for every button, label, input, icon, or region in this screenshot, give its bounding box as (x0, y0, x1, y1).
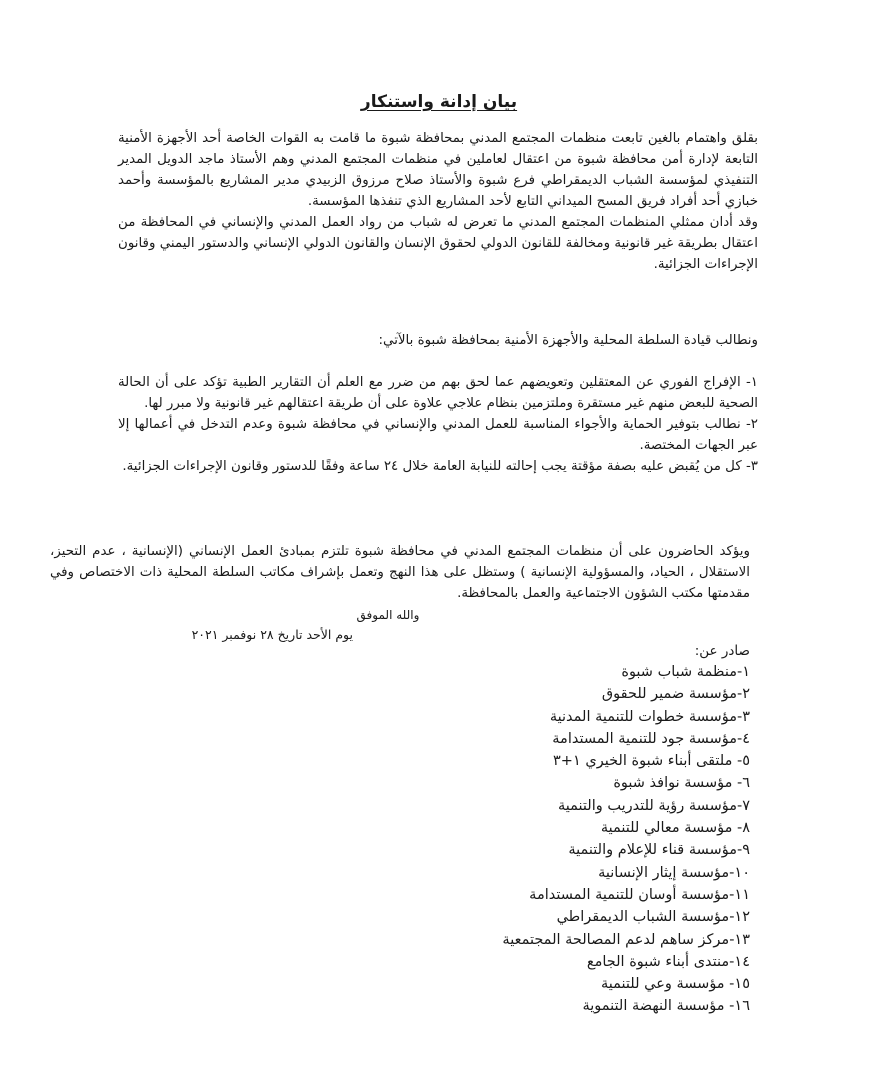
issuer-item: ١-منظمة شباب شبوة (621, 664, 750, 680)
intro-paragraph: وقد أدان ممثلي المنظمات المجتمع المدني ما تعرض له شباب من رواد العمل المدني والإنساني في المحافظة من اعتقال بطريقة غير قانونية ومخالفة للقانون الدولي لحقوق الإنسان والقانون الدولي الإنساني والدستور اليمني وقانون الإجراءات الجزائية. (118, 215, 758, 272)
issuer-item: ٢-مؤسسة ضمير للحقوق (601, 686, 750, 703)
demand-item: ٢- نطالب بتوفير الحماية والأجواء المناسبة للعمل المدني والإنساني في محافظة شبوة وعدم التدخل في أعمالها إلا عبر الجهات المختصة. (118, 417, 758, 453)
document-title-text: بيان إدانة واستنكار (360, 92, 518, 112)
signoff: والله الموفق (356, 608, 420, 622)
issuer-item: ٥- ملتقى أبناء شبوة الخيري ١+٣ (552, 753, 750, 770)
closing-paragraph: ويؤكد الحاضرون على أن منظمات المجتمع المدني في محافظة شبوة تلتزم بمبادئ العمل الإنساني (الإنسانية ، عدم التحيز، الاستقلال ، الحياد، والمسؤولية الإنسانية ) وستظل على هذا النهج وتعمل بإشراف مكاتب السلطة المحلية ذات الاختصاص وفي مقدمتها مكتب الشؤون الاجتماعية والعمل بالمحافظة. (50, 544, 750, 601)
issuer-item: ١٣-مركز ساهم لدعم المصالحة المجتمعية (502, 931, 750, 948)
issuer-item: ١٢-مؤسسة الشباب الديمقراطي (556, 909, 750, 926)
issuer-item: ١٦- مؤسسة النهضة التنموية (582, 998, 750, 1015)
issuer-item: ١١-مؤسسة أوسان للتنمية المستدامة (529, 886, 750, 903)
demand-item: ٣- كل من يُقبض عليه بصفة مؤقتة يجب إحالته للنيابة العامة خلال ٢٤ ساعة وفقًا للدستور وقانون الإجراءات الجزائية. (122, 459, 758, 474)
demands-intro-text: ونطالب قيادة السلطة المحلية والأجهزة الأمنية بمحافظة شبوة بالآتي: (378, 333, 758, 348)
intro-section (118, 128, 758, 275)
issuer-item: ٩-مؤسسة قناء للإعلام والتنمية (568, 842, 750, 859)
issuer-item: ٤-مؤسسة جود للتنمية المستدامة (552, 730, 750, 747)
intro-paragraph: بقلق واهتمام بالغين تابعت منظمات المجتمع المدني بمحافظة شبوة ما قامت به القوات الخاصة أحد الأجهزة الأمنية التابعة لإدارة أمن محافظة شبوة من اعتقال لعاملين في منظمات المجتمع المدني وهم الأستاذ ماجد الدويل المدير التنفيذي لمؤسسة الشباب الديمقراطي فرع شبوة والأستاذ صلاح مرزوق الزبيدي مدير المشاريع بالمؤسسة وأحمد خبازي أحد أفراد فريق المسح الميداني التابع لأحد المشاريع الذي تنفذها المؤسسة. (118, 131, 758, 209)
document-title (0, 92, 878, 112)
issuer-item: ١٤-منتدى أبناء شبوة الجامع (586, 953, 750, 970)
demands-list (118, 372, 758, 477)
issuer-item: ٦- مؤسسة نوافذ شبوة (613, 775, 750, 792)
issuer-item: ١٥- مؤسسة وعي للتنمية (601, 976, 750, 993)
issuer-item: ٧-مؤسسة رؤية للتدريب والتنمية (558, 797, 750, 814)
issuer-item: ١٠-مؤسسة إيثار الإنسانية (598, 864, 750, 881)
demand-item: ١- الإفراج الفوري عن المعتقلين وتعويضهم عما لحق بهم من ضرر مع العلم أن التقارير الطبية تؤكد على أن الحالة الصحية للبعض منهم غير مستقرة وملتزمين بنظام علاجي علاوة على أن طريقة اعتقالهم غير قانونية ولا مبرر لها. (118, 375, 758, 411)
issuers-label: صادر عن: (694, 643, 750, 659)
issuers-list (350, 661, 750, 1018)
demands-intro (118, 330, 758, 351)
issuer-item: ٨- مؤسسة معالي للتنمية (600, 820, 750, 837)
issuers-section (350, 641, 750, 1018)
issuer-item: ٣-مؤسسة خطوات للتنمية المدنية (549, 708, 750, 725)
document-date: يوم الأحد تاريخ ٢٨ نوفمبر ٢٠٢١ (191, 627, 353, 642)
closing-section (50, 541, 750, 604)
